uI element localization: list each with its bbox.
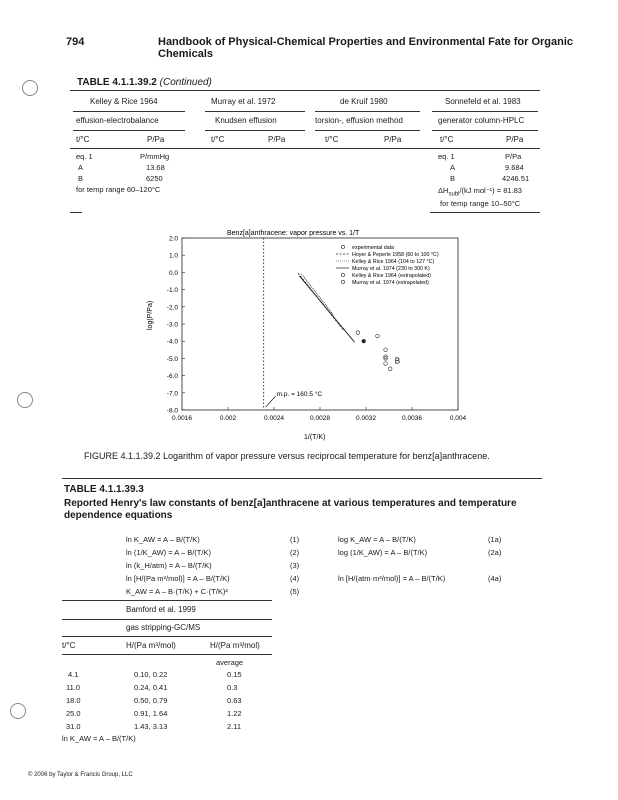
col4-method-rule — [432, 130, 538, 131]
col4-h1: t/°C — [440, 135, 454, 144]
c1-r0-label: eq. 1 — [76, 152, 93, 161]
data-point — [356, 331, 360, 335]
col3-author: de Kruif 1980 — [340, 97, 388, 106]
y-tick-label: 0.0 — [168, 269, 178, 277]
t2-r1-h: 0.24, 0.41 — [134, 683, 168, 692]
col3-h2: P/Pa — [384, 135, 402, 144]
t2-header-h: H/(Pa m³/mol) — [126, 641, 176, 650]
c4-enthalpy-rest: /(kJ mol⁻¹) = 81.83 — [459, 186, 522, 195]
c1-r1-label: A — [78, 163, 84, 172]
eq-right-1-num: (1a) — [488, 535, 502, 544]
col1-rule — [73, 111, 185, 112]
data-point — [384, 348, 388, 352]
col3-rule — [315, 111, 420, 112]
y-tick-label: 2.0 — [168, 235, 178, 243]
melting-point-label: m.p. = 160.5 °C — [276, 391, 323, 398]
c1-note: for temp range 60–120°C — [76, 185, 161, 194]
col4-author: Sonnefeld et al. 1983 — [445, 97, 521, 106]
y-axis-label: log(P/Pa) — [147, 300, 154, 330]
t2-r4-avg: 2.11 — [227, 722, 242, 731]
t2-r0-avg: 0.15 — [227, 670, 242, 679]
chart-legend — [336, 245, 439, 286]
b-marker-label: B — [394, 356, 401, 366]
eq-right-3-num: (4a) — [488, 574, 502, 583]
table2-description: Reported Henry's law constants of benz[a]anthracene at various temperatures and temperature dependence equations — [64, 498, 517, 521]
y-tick-label: -6.0 — [166, 373, 178, 381]
eq-right-2: log (1/K_AW) = A – B/(T/K) — [338, 548, 428, 557]
table2-method: gas stripping-GC/MS — [126, 623, 201, 632]
copyright: © 2006 by Taylor & Francis Group, LLC — [28, 772, 133, 778]
c4-r0-label: eq. 1 — [438, 152, 455, 161]
t2-header-h-avg: H/(Pa m³/mol) — [210, 641, 260, 650]
x-tick-label: 0.0032 — [356, 415, 376, 422]
table2-section-rule — [62, 600, 272, 601]
col4-h2: P/Pa — [506, 135, 524, 144]
table2-author: Bamford et al. 1999 — [126, 605, 196, 614]
c4-enthalpy — [438, 186, 522, 198]
x-tick-label: 0.004 — [449, 415, 467, 422]
table2-top-rule — [62, 478, 542, 479]
eq-right-2-num: (2a) — [488, 548, 502, 557]
eq-left-2-num: (2) — [290, 548, 300, 557]
eq-right-1: log K_AW = A – B/(T/K) — [338, 535, 416, 544]
t2-r2-avg: 0.63 — [227, 696, 242, 705]
legend-marker-kelley-extrap — [341, 273, 344, 276]
legend-entry-1: Hoyer & Peperle 1958 (60 to 100 °C) — [352, 252, 439, 258]
c4-note: for temp range 10–50°C — [440, 199, 521, 208]
col3-h1: t/°C — [325, 135, 339, 144]
y-tick-label: -3.0 — [166, 321, 178, 329]
eq-right-3: ln [H/(atm·m³/mol)] = A – B/(T/K) — [338, 574, 446, 583]
figure-caption: FIGURE 4.1.1.39.2 Logarithm of vapor pressure versus reciprocal temperature for benz[a]anthracene. — [84, 451, 490, 461]
binder-hole-bottom — [10, 703, 26, 719]
table2-title: TABLE 4.1.1.39.3 — [64, 484, 144, 495]
t2-r0-temp: 4.1 — [68, 670, 79, 679]
eq-left-1-num: (1) — [290, 535, 300, 544]
col1-method: effusion-electrobalance — [76, 116, 159, 125]
book-title: Handbook of Physical-Chemical Properties and Environmental Fate for Organic Chemicals — [158, 36, 574, 60]
table1-title: TABLE 4.1.1.39.2 — [77, 77, 157, 88]
t2-r2-h: 0.50, 0.79 — [134, 696, 168, 705]
x-tick-label: 0.0016 — [172, 415, 192, 422]
table2-method-rule — [62, 636, 272, 637]
chart-title: Benz[a]anthracene: vapor pressure vs. 1/T — [227, 230, 360, 237]
col4-method: generator column-HPLC — [438, 116, 525, 125]
y-tick-label: 1.0 — [168, 252, 178, 260]
col2-rule — [205, 111, 305, 112]
table1-top-rule — [70, 90, 540, 91]
c1-r0-value: P/mmHg — [140, 152, 170, 161]
col3-method-rule — [315, 130, 420, 131]
eq-left-5: K_AW = A – B·(T/K) + C·(T/K)² — [126, 587, 228, 596]
binder-hole-middle — [17, 392, 33, 408]
col2-method-rule — [205, 130, 305, 131]
data-point — [384, 362, 388, 366]
legend-entry-4: Kelley & Rice 1964 (extrapolated) — [352, 273, 431, 279]
t2-r0-h: 0.10, 0.22 — [134, 670, 168, 679]
t2-r3-avg: 1.22 — [227, 709, 242, 718]
c4-r2-label: B — [450, 174, 456, 183]
vapor-pressure-chart — [140, 222, 480, 444]
eq-left-5-num: (5) — [290, 587, 300, 596]
eq-left-4-num: (4) — [290, 574, 300, 583]
table1-header-rule — [70, 148, 540, 149]
legend-entry-3: Murray et al. 1974 (230 to 300 K) — [352, 266, 430, 272]
legend-entry-5: Murray et al. 1974 (extrapolated) — [352, 280, 429, 286]
c1-r2-label: B — [78, 174, 84, 183]
y-tick-label: -1.0 — [166, 287, 178, 295]
legend-entry-2: Kelley & Rice 1964 (104 to 127 °C) — [352, 259, 435, 265]
table1-subtitle: (Continued) — [159, 77, 212, 88]
eq-left-2: ln (1/K_AW) = A – B/(T/K) — [126, 548, 211, 557]
c4-r0-value: P/Pa — [505, 152, 522, 161]
col4-rule — [432, 111, 538, 112]
page-number: 794 — [66, 36, 85, 48]
eq-left-3: ln (k_H/atm) = A – B/(T/K) — [126, 561, 212, 570]
eq-left-4: ln [H/(Pa m³/mol)] = A – B/(T/K) — [126, 574, 230, 583]
series-line-murray — [299, 276, 354, 342]
col2-method: Knudsen effusion — [215, 116, 277, 125]
x-tick-label: 0.002 — [219, 415, 237, 422]
c1-r1-value: 13.68 — [146, 163, 165, 172]
c4-r1-value: 9.684 — [505, 163, 524, 172]
x-tick-label: 0.0028 — [310, 415, 330, 422]
table1-title-block — [77, 77, 212, 88]
t2-r3-h: 0.91, 1.64 — [134, 709, 168, 718]
y-tick-label: -8.0 — [166, 407, 178, 415]
binder-hole-top — [22, 80, 38, 96]
melting-point-arrow — [266, 396, 276, 407]
table2-author-rule — [62, 619, 272, 620]
table1-bottom-rule — [430, 212, 540, 213]
c1-r2-value: 6250 — [146, 174, 163, 183]
y-tick-label: -7.0 — [166, 390, 178, 398]
data-point — [376, 334, 380, 338]
y-tick-label: -2.0 — [166, 304, 178, 312]
col2-h1: t/°C — [211, 135, 225, 144]
col1-h2: P/Pa — [147, 135, 165, 144]
col1-method-rule — [73, 130, 185, 131]
t2-average-label: average — [216, 658, 244, 667]
t2-r1-temp: 11.0 — [66, 683, 81, 692]
c4-enthalpy-label: ΔH — [438, 186, 449, 195]
t2-r4-h: 1.43, 3.13 — [134, 722, 168, 731]
c4-r1-label: A — [450, 163, 456, 172]
x-axis-label: 1/(T/K) — [304, 434, 326, 441]
c4-enthalpy-sub: subl — [448, 191, 460, 198]
t2-r1-avg: 0.3 — [227, 683, 238, 692]
t2-header-temp: t/°C — [62, 641, 76, 650]
table2-header-rule — [62, 654, 272, 655]
y-tick-label: -5.0 — [166, 355, 178, 363]
col2-h2: P/Pa — [268, 135, 286, 144]
col2-author: Murray et al. 1972 — [211, 97, 276, 106]
data-point — [362, 339, 366, 343]
legend-entry-0: experimental data — [352, 245, 395, 251]
col3-method: torsion-, effusion method — [315, 116, 403, 125]
t2-r2-temp: 18.0 — [66, 696, 81, 705]
t2-r3-temp: 25.0 — [66, 709, 81, 718]
legend-marker-murray-extrap — [341, 280, 344, 283]
t2-r4-temp: 31.0 — [66, 722, 81, 731]
col1-author: Kelley & Rice 1964 — [90, 97, 158, 106]
t2-footer-eq: ln K_AW = A – B/(T/K) — [62, 734, 136, 743]
series-line-kelley — [302, 274, 334, 315]
legend-marker-experimental — [341, 245, 344, 248]
x-tick-label: 0.0024 — [264, 415, 284, 422]
x-tick-label: 0.0036 — [402, 415, 422, 422]
table1-bottom-mark — [70, 212, 82, 213]
eq-left-1: ln K_AW = A – B/(T/K) — [126, 535, 200, 544]
data-point — [388, 367, 392, 371]
c4-r2-value: 4246.51 — [502, 174, 530, 183]
y-tick-label: -4.0 — [166, 338, 178, 346]
col1-h1: t/°C — [76, 135, 90, 144]
eq-left-3-num: (3) — [290, 561, 300, 570]
